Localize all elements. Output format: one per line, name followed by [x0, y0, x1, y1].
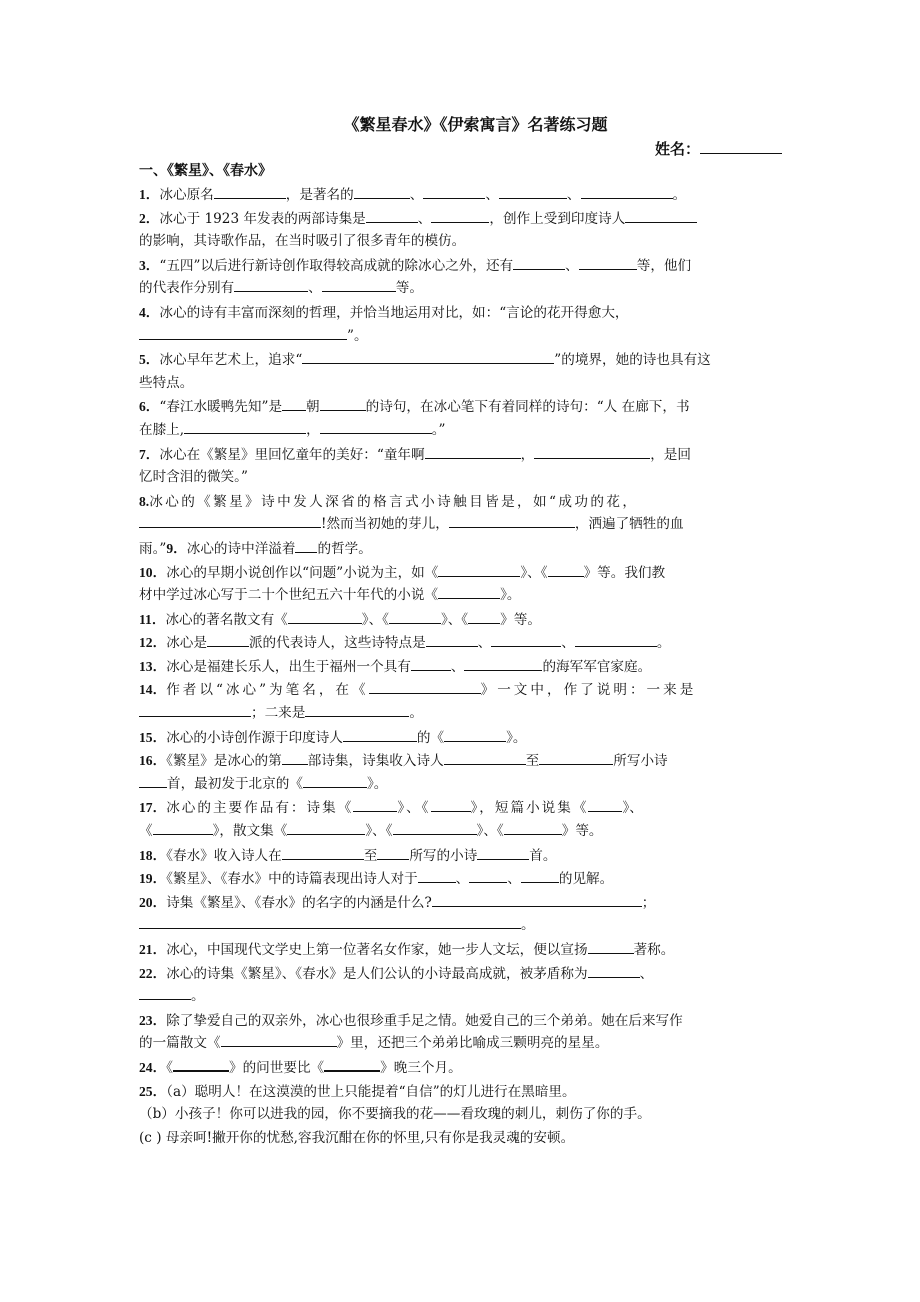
question-number: 6． — [139, 399, 160, 415]
question-22-cont — [139, 985, 782, 1009]
question-13 — [139, 655, 782, 679]
answer-blank[interactable] — [411, 656, 451, 671]
question-text: 的哲学。 — [317, 540, 372, 557]
question-text: 冰心的《繁星》诗中发人深省的格言式小诗触目皆是，如“成功的花， — [149, 493, 639, 510]
answer-blank[interactable] — [343, 727, 417, 742]
question-number: 2． — [139, 210, 160, 226]
question-text: 些特点。 — [139, 374, 194, 391]
question-text: 除了挚爱自己的双亲外，冰心也很珍重手足之情。她爱自己的三个弟弟。她在后来写作 — [166, 1012, 683, 1029]
answer-blank[interactable] — [214, 184, 286, 199]
answer-blank[interactable] — [305, 702, 409, 717]
question-text: “春江水暖鸭先知”是 — [159, 399, 283, 416]
question-11 — [139, 608, 782, 632]
question-text: 的《 — [416, 729, 445, 746]
question-number: 23． — [139, 1012, 167, 1028]
question-text: 》，短篇小说集《 — [470, 800, 589, 817]
question-number: 14． — [139, 682, 167, 698]
question-text: 等，他们 — [636, 257, 692, 274]
page-title: 《繁星春水》《伊索寓言》名著练习题 — [343, 115, 608, 134]
question-text: 等。 — [395, 280, 423, 297]
answer-blank[interactable] — [504, 820, 562, 835]
question-text: 》。 — [500, 587, 521, 604]
question-text: 雨。” — [139, 540, 167, 557]
answer-blank[interactable] — [499, 184, 567, 199]
question-6 — [139, 395, 782, 419]
question-number: 11． — [139, 611, 166, 627]
question-text: 的一篇散文《 — [139, 1035, 221, 1052]
question-25 — [139, 1080, 782, 1104]
question-text: ，是回 — [650, 446, 691, 463]
question-text: ，创作上受到印度诗人 — [489, 210, 626, 227]
question-text: 至 — [363, 847, 378, 864]
answer-blank[interactable] — [539, 750, 613, 765]
question-15 — [139, 726, 782, 750]
question-text: 冰心是福建长乐人，出生于福州一个具有 — [166, 658, 411, 675]
question-text: 。” — [431, 421, 446, 438]
answer-blank[interactable] — [354, 184, 410, 199]
question-text: 。 — [409, 705, 423, 722]
question-number: 12． — [139, 635, 167, 651]
question-text: 》的问世要比《 — [228, 1059, 325, 1076]
question-text: 《春水》收入诗人在 — [166, 847, 282, 864]
question-text: 的影响，其诗歌作品，在当时吸引了很多青年的模仿。 — [139, 233, 466, 250]
answer-blank[interactable] — [431, 797, 471, 812]
question-text: 首，最初发于北京的《 — [167, 775, 303, 792]
answer-blank[interactable] — [426, 632, 478, 647]
question-text: 冰心早年艺术上，追求“ — [159, 352, 303, 369]
answer-blank[interactable] — [431, 208, 489, 223]
question-text: 冰心的主要作品有：诗集《 — [166, 800, 354, 817]
question-16 — [139, 749, 782, 773]
question-text: 。 — [521, 917, 535, 934]
question-text: 》、《 — [440, 611, 469, 628]
question-text: 》里，还把三个弟弟比喻成三颗明亮的星星。 — [336, 1035, 609, 1052]
question-24 — [139, 1056, 782, 1080]
question-number: 7． — [139, 446, 160, 462]
question-text: 《 — [139, 823, 153, 840]
question-text: （a）聪明人！在这漠漠的世上只能提着“自信”的灯儿进行在黑暗里。 — [166, 1083, 576, 1100]
question-1 — [139, 183, 782, 207]
question-number: 18． — [139, 847, 167, 863]
question-text: 首。 — [529, 847, 557, 864]
question-text: 、 — [450, 658, 465, 675]
answer-blank[interactable] — [423, 184, 485, 199]
question-text: ，洒遍了牺牲的血 — [574, 516, 684, 533]
question-25-c — [139, 1127, 782, 1151]
answer-blank[interactable] — [579, 255, 637, 270]
answer-blank[interactable] — [139, 513, 321, 528]
question-text: 忆时含泪的微笑。” — [139, 469, 248, 486]
question-text: 》、《 — [476, 823, 504, 840]
answer-blank[interactable] — [184, 419, 306, 434]
answer-blank[interactable] — [588, 963, 640, 978]
question-text: 部诗集，诗集收入诗人 — [307, 753, 444, 770]
answer-blank[interactable] — [139, 702, 251, 717]
question-number: 13． — [139, 658, 167, 674]
question-18 — [139, 844, 782, 868]
question-text: 冰心在《繁星》里回忆童年的美好：“童年啊 — [159, 446, 425, 463]
answer-blank[interactable] — [432, 892, 642, 907]
question-number: 15． — [139, 729, 167, 745]
question-text: 。 — [191, 988, 205, 1005]
question-number: 8. — [139, 493, 150, 509]
question-text: ，是著名的 — [285, 187, 354, 203]
question-text: 冰心是 — [166, 635, 207, 652]
question-text: 、 — [455, 871, 470, 888]
question-8 — [139, 490, 782, 514]
question-number: 20． — [139, 894, 167, 910]
question-20-cont — [139, 914, 782, 938]
answer-blank[interactable] — [320, 396, 366, 411]
question-19 — [139, 867, 782, 891]
question-text: 》等。 — [500, 611, 541, 628]
question-text: 。 — [656, 635, 671, 652]
question-text: 、 — [308, 280, 322, 297]
question-number: 4． — [139, 304, 160, 320]
answer-blank[interactable] — [282, 750, 308, 765]
question-text: 》。 — [506, 729, 527, 746]
answer-blank[interactable] — [581, 184, 673, 199]
question-text: 所写小诗 — [613, 753, 668, 770]
question-text: 》、《 — [397, 800, 431, 817]
question-text: 冰心的早期小说创作以“问题”小说为主，如《 — [166, 564, 439, 581]
answer-blank[interactable] — [393, 820, 477, 835]
question-text: 、 — [565, 257, 579, 274]
question-7 — [139, 443, 782, 467]
question-text: 冰心于 1923 年发表的两部诗集是 — [159, 210, 366, 227]
question-text: 》一文中，作了说明：一来是 — [480, 682, 697, 699]
question-text: (c ) 母亲呵!撇开你的忧愁,容我沉酣在你的怀里,只有你是我灵魂的安顿。 — [139, 1129, 575, 1146]
question-4 — [139, 301, 782, 325]
answer-blank[interactable] — [207, 632, 249, 647]
question-10 — [139, 561, 782, 585]
question-text: 冰心的诗有丰富而深刻的哲理，并恰当地运用对比，如：“言论的花开得愈大， — [159, 304, 629, 321]
question-number: 22． — [139, 965, 167, 981]
answer-blank[interactable] — [534, 444, 650, 459]
question-number: 24． — [139, 1059, 167, 1075]
question-2 — [139, 207, 782, 231]
answer-blank[interactable] — [438, 562, 520, 577]
question-text: 在膝上, — [139, 421, 185, 438]
answer-blank[interactable] — [588, 797, 622, 812]
question-text: 》，散文集《 — [212, 823, 288, 840]
question-text: 冰心，中国现代文学史上第一位著名女作家，她一步人文坛，便以宣扬 — [166, 942, 588, 958]
question-16-cont — [139, 773, 782, 797]
question-text: 冰心的诗中洋溢着 — [186, 540, 296, 557]
answer-blank[interactable] — [425, 444, 521, 459]
question-number: 1． — [139, 187, 160, 202]
answer-blank[interactable] — [324, 1056, 380, 1072]
answer-blank[interactable] — [173, 1056, 229, 1072]
question-text: 材中学过冰心写于二十个世纪五六十年代的小说《 — [139, 587, 439, 604]
question-text: ， — [306, 421, 320, 438]
question-text: 冰心的著名散文有《 — [165, 611, 288, 628]
question-text: 、 — [507, 871, 521, 888]
question-14-cont — [139, 702, 782, 726]
question-text: 冰心原名 — [159, 187, 214, 203]
answer-blank[interactable] — [295, 538, 317, 553]
answer-blank[interactable] — [444, 727, 506, 742]
question-text: 冰心的小诗创作源于印度诗人 — [166, 729, 343, 746]
answer-blank[interactable] — [353, 797, 397, 812]
question-text: 、 — [409, 187, 424, 203]
question-text: ”的境界，她的诗也具有这 — [554, 352, 711, 369]
question-text: 所写的小诗 — [409, 847, 478, 864]
answer-blank[interactable] — [139, 914, 521, 929]
answer-blank[interactable] — [139, 325, 347, 340]
question-text: 》。 — [366, 775, 388, 792]
question-number: 25． — [139, 1083, 167, 1099]
question-number: 10． — [139, 564, 167, 580]
answer-blank[interactable] — [282, 845, 364, 860]
question-text: 《 — [166, 1059, 173, 1076]
question-text: 》、《 — [361, 611, 389, 628]
answer-blank[interactable] — [418, 868, 456, 883]
question-text: ； — [641, 894, 656, 911]
worksheet-page — [139, 112, 782, 1150]
question-number: 17． — [139, 800, 167, 816]
question-text: 著称。 — [633, 942, 675, 958]
question-text: 的海军军官家庭。 — [542, 658, 652, 675]
question-text: ”。 — [347, 327, 368, 344]
name-field-row — [139, 138, 782, 160]
question-23 — [139, 1009, 782, 1033]
question-text: 的见解。 — [558, 871, 614, 888]
answer-blank[interactable] — [575, 632, 657, 647]
question-17-cont — [139, 820, 782, 844]
answer-blank[interactable] — [377, 845, 409, 860]
answer-blank[interactable] — [302, 349, 554, 364]
answer-blank[interactable] — [468, 609, 500, 624]
answer-blank[interactable] — [469, 868, 507, 883]
answer-blank[interactable] — [139, 773, 167, 788]
question-text: 的代表作分别有 — [139, 280, 235, 297]
answer-blank[interactable] — [513, 255, 565, 270]
answer-blank[interactable] — [153, 820, 213, 835]
question-2-cont — [139, 230, 782, 254]
question-text: 、 — [485, 187, 499, 203]
answer-blank[interactable] — [444, 750, 526, 765]
answer-blank[interactable] — [588, 939, 634, 954]
question-8-cont — [139, 513, 782, 537]
answer-blank[interactable] — [221, 1032, 337, 1047]
answer-blank[interactable] — [491, 632, 561, 647]
question-21 — [139, 938, 782, 962]
answer-blank[interactable] — [521, 868, 559, 883]
question-text: 》、《 — [365, 823, 393, 840]
question-number: 19． — [139, 871, 167, 887]
question-5 — [139, 348, 782, 372]
question-text: 至 — [525, 753, 540, 770]
question-text: 。 — [672, 187, 687, 203]
question-text: 作者以“冰心”为笔名，在《 — [166, 682, 369, 699]
answer-blank[interactable] — [625, 208, 697, 223]
answer-blank[interactable] — [282, 396, 306, 411]
question-text: 》、《 — [520, 564, 548, 581]
answer-blank[interactable] — [288, 609, 362, 624]
question-number: 3． — [139, 257, 160, 273]
answer-blank[interactable] — [366, 208, 418, 223]
answer-blank[interactable] — [287, 820, 365, 835]
question-17 — [139, 796, 782, 820]
question-8-9 — [139, 537, 782, 561]
question-text: （b）小孩子！你可以进我的园，你不要摘我的花——看玫瑰的刺儿，刺伤了你的手。 — [139, 1106, 651, 1123]
question-number: 21． — [139, 942, 167, 957]
question-text: 》等。 — [561, 823, 603, 840]
question-text: 的诗句，在冰心笔下有着同样的诗句：“人 在廊下，书 — [365, 399, 690, 416]
answer-blank[interactable] — [139, 985, 191, 1000]
question-10-cont — [139, 584, 782, 608]
question-12 — [139, 631, 782, 655]
question-3-cont — [139, 277, 782, 301]
question-text: 朝 — [306, 399, 320, 416]
question-text: 、 — [561, 635, 575, 652]
answer-blank[interactable] — [303, 773, 367, 788]
question-text: ；二来是 — [251, 705, 306, 722]
question-text: !然而当初她的芽儿， — [321, 516, 449, 533]
answer-blank[interactable] — [477, 845, 529, 860]
question-text: ， — [520, 446, 535, 463]
question-text: 、 — [639, 965, 654, 982]
answer-blank[interactable] — [234, 277, 308, 292]
question-text: 》、 — [622, 800, 643, 817]
answer-blank[interactable] — [322, 277, 396, 292]
question-22 — [139, 962, 782, 986]
question-4-cont — [139, 325, 782, 349]
answer-blank[interactable] — [464, 656, 542, 671]
question-text: 、 — [417, 210, 432, 227]
answer-blank[interactable] — [389, 609, 441, 624]
question-7-cont — [139, 466, 782, 490]
answer-blank[interactable] — [369, 679, 481, 694]
question-5-cont — [139, 372, 782, 396]
question-text: 、 — [477, 635, 492, 652]
question-number: 9． — [166, 540, 187, 556]
question-text: 《繁星》是冰心的第 — [166, 753, 282, 770]
question-14 — [139, 678, 782, 702]
question-text: 《繁星》、《春水》中的诗篇表现出诗人对于 — [166, 871, 418, 888]
answer-blank[interactable] — [438, 584, 500, 599]
section-heading: 一、《繁星》、《春水》 — [139, 163, 272, 179]
question-text: 、 — [566, 187, 581, 203]
question-23-cont — [139, 1032, 782, 1056]
question-25-b — [139, 1103, 782, 1127]
answer-blank[interactable] — [320, 419, 432, 434]
question-text: “五四”以后进行新诗创作取得较高成就的除冰心之外，还有 — [159, 257, 514, 274]
question-20 — [139, 891, 782, 915]
question-text: 》晚三个月。 — [380, 1059, 462, 1076]
question-number: 16． — [139, 753, 167, 769]
question-text: 冰心的诗集《繁星》、《春水》是人们公认的小诗最高成就，被茅盾称为 — [166, 965, 588, 982]
answer-blank[interactable] — [449, 513, 575, 528]
question-3 — [139, 254, 782, 278]
question-number: 5． — [139, 352, 160, 368]
question-text: 派的代表诗人，这些诗特点是 — [248, 635, 426, 652]
question-6-cont — [139, 419, 782, 443]
question-text: 》等。我们教 — [583, 564, 666, 581]
question-text: 诗集《繁星》、《春水》的名字的内涵是什么? — [166, 894, 432, 911]
name-label: 姓名： — [654, 140, 700, 158]
answer-blank[interactable] — [548, 562, 584, 577]
name-blank[interactable] — [700, 139, 782, 154]
